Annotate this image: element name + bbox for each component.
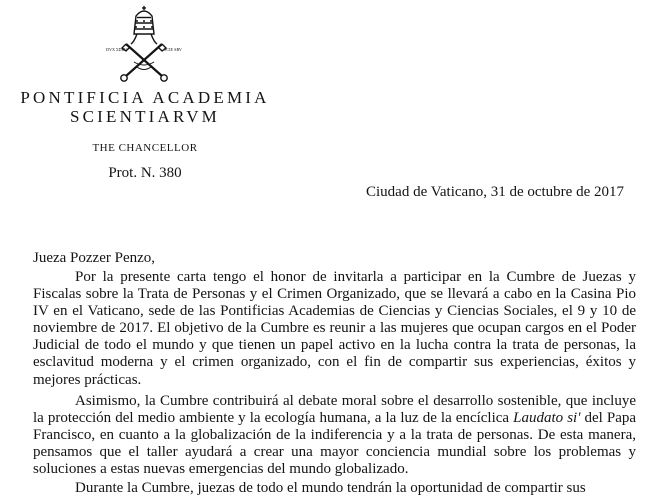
paragraph-2 (33, 393, 636, 478)
protocol-number: Prot. N. 380 (108, 165, 182, 181)
paragraph-3: Durante la Cumbre, juezas de todo el mundo tendrán la oportunidad de compartir sus (75, 480, 586, 496)
crossed-keys-tiara-icon (104, 4, 184, 82)
papal-crest-logo (104, 4, 184, 82)
crest-motto-right: SCIE SRV (164, 47, 182, 52)
academy-name-line1: PONTIFICIA ACADEMIA (20, 88, 270, 107)
office-title: THE CHANCELLOR (92, 142, 198, 154)
encyclical-title: Laudato si' (513, 410, 581, 427)
paragraph-1: Por la presente carta tengo el honor de invitarla a participar en la Cumbre de Juezas y Fiscalas sobre la Trata de Personas y el Crimen Organizado, que se llevará a cabo en la Casina Pio IV en el Vaticano, sede de las Pontificias Academias de Ciencias y Ciencias Sociales, el 9 y 10 de noviembre de 2017. El objetivo de la Cumbre es reunir a las mujeres que ocupan cargos en el Poder Judicial de todo el mundo y que tienen un papel activo en la lucha contra la trata de personas, la esclavitud moderna y el crimen organizado, con el fin de compartir sus experiencias, éxitos y mejores prácticas. (33, 269, 636, 388)
crest-motto-left: DVX ΣDRV (106, 47, 128, 52)
paragraph-2-after: del Papa Francisco, en cuanto a la globalización de la indiferencia y a la trata de personas. De esta manera, pensamos que el taller ayudará a crear una mayor conciencia mundial sobre los problemas y soluciones a estas nuevas emergencias del mundo globalizado. (33, 410, 637, 478)
date-line: Ciudad de Vaticano, 31 de octubre de 2017 (366, 184, 624, 200)
salutation: Jueza Pozzer Penzo, (33, 250, 156, 266)
paragraph-2-before: Asimismo, la Cumbre contribuirá al debate moral sobre el desarrollo sostenible, que incluye la protección del medio ambiente y la ecología humana, a la luz de la encíclica (33, 393, 636, 427)
academy-name-line2: SCIENTIARVM (69, 107, 220, 126)
